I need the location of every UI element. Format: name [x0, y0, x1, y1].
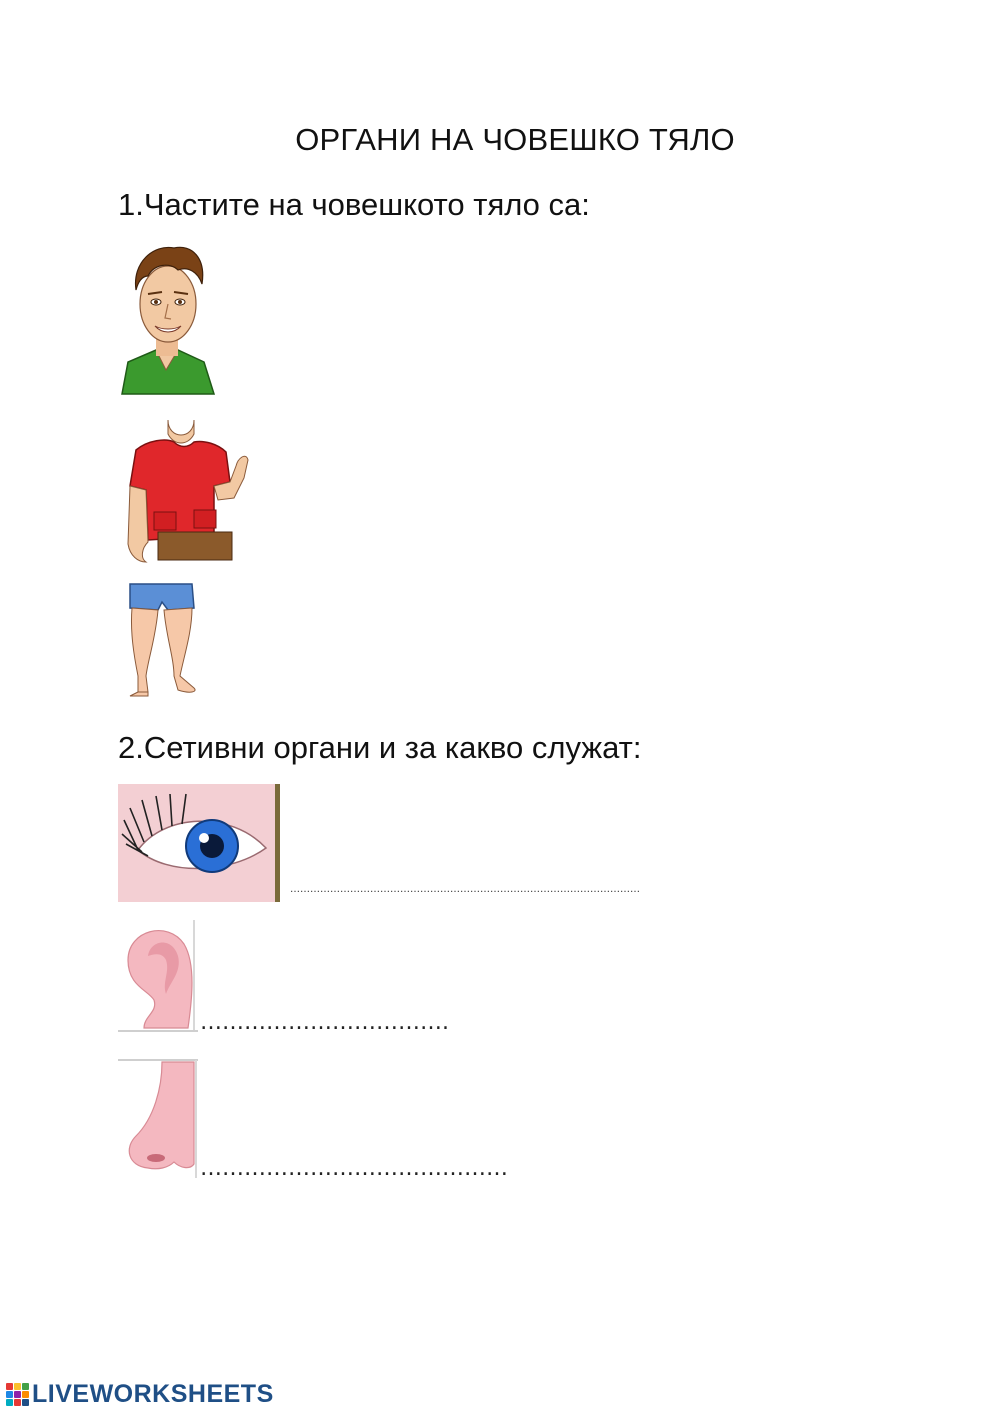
- logo-grid-icon: [6, 1383, 29, 1406]
- question-2: 2.Сетивни органи и за какво служат:: [118, 730, 642, 765]
- logo-text: LIVEWORKSHEETS: [32, 1380, 274, 1408]
- nose-image: [118, 1058, 200, 1178]
- ear-image: [118, 920, 198, 1034]
- question-1: 1.Частите на човешкото тяло са:: [118, 187, 590, 222]
- page-title: ОРГАНИ НА ЧОВЕШКО ТЯЛО: [295, 122, 735, 157]
- ear-answer-line[interactable]: …………………………….: [200, 1010, 449, 1035]
- torso-image: [118, 416, 250, 564]
- liveworksheets-logo: [6, 1380, 274, 1409]
- nose-answer-line[interactable]: ……………………………………: [200, 1156, 508, 1181]
- eye-image: [118, 784, 280, 902]
- eye-answer-line[interactable]: ……………………………………………………………………………………………: [290, 884, 640, 895]
- head-image: [118, 242, 216, 396]
- legs-image: [118, 580, 204, 700]
